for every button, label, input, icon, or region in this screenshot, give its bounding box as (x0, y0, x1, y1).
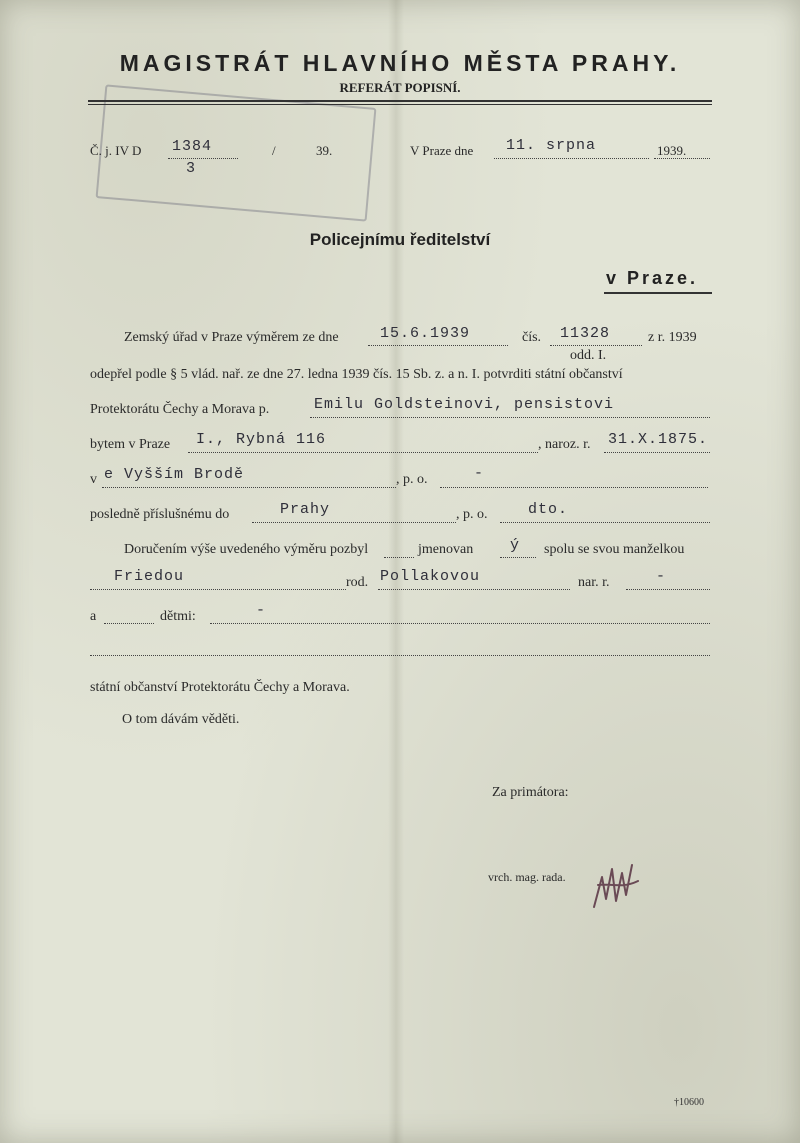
last-residence-label: posledně příslušnému do (90, 507, 230, 522)
department-subtitle: REFERÁT POPISNÍ. (339, 80, 461, 95)
reference-label: Č. j. IV D (90, 143, 142, 158)
decision-number: 11328 (560, 325, 611, 342)
date-day: 11. srpna (506, 137, 597, 154)
last-po-label: , p. o. (456, 507, 488, 522)
date-prefix: V Praze dne (410, 143, 474, 158)
born-value: 31.X.1875. (608, 431, 709, 448)
birthplace-po-value: - (474, 465, 485, 482)
last-po-dots (500, 522, 710, 523)
notice-text: O tom dávám věděti. (122, 712, 240, 727)
reference-separator: / (272, 143, 276, 158)
children-dots (210, 623, 710, 624)
signature-for: Za primátora: (492, 785, 569, 800)
wife-name-dots (90, 589, 346, 590)
wife-name: Friedou (114, 568, 185, 585)
addressee-city: v Praze. (606, 268, 699, 288)
addressee-office: Policejnímu ředitelství (309, 230, 491, 249)
header-rule-bottom (88, 104, 712, 105)
birthplace-prefix: v (90, 472, 97, 487)
decision-year: z r. 1939 (648, 330, 697, 345)
delivery-text-c: spolu se svou manželkou (544, 542, 685, 557)
reference-year: 39. (316, 143, 333, 158)
addressee-city-underline (604, 292, 712, 294)
address-value: I., Rybná 116 (196, 431, 327, 448)
handwritten-signature (588, 855, 648, 915)
citizenship-text: státní občanství Protektorátu Čechy a Morava. (90, 680, 350, 695)
magistrate-title: MAGISTRÁT HLAVNÍHO MĚSTA PRAHY. (119, 50, 681, 76)
birthplace-po-dots (440, 487, 708, 488)
date-day-dots (494, 158, 649, 159)
header-rule-top (88, 100, 712, 102)
children-label: dětmi: (160, 609, 196, 624)
wife-born-label: nar. r. (578, 575, 610, 590)
decision-date-dots (368, 345, 508, 346)
wife-maiden-label: rod. (346, 575, 369, 590)
department-number: odd. I. (570, 348, 607, 363)
delivery-suffix: ý (510, 537, 521, 554)
wife-maiden: Pollakovou (380, 568, 481, 585)
body-line3-text: Protektorátu Čechy a Morava p. (90, 402, 270, 417)
form-code: †10600 (674, 1097, 704, 1108)
last-residence-value: Prahy (280, 501, 331, 518)
signature-title: vrch. mag. rada. (488, 870, 566, 884)
decision-date: 15.6.1939 (380, 325, 471, 342)
body-line1-text: Zemský úřad v Praze výměrem ze dne (124, 330, 339, 345)
person-name: Emilu Goldsteinovi, pensistovi (314, 396, 615, 413)
last-po-value: dto. (528, 501, 569, 518)
delivery-dots-a (384, 557, 414, 558)
blank-line-dots (90, 655, 710, 656)
delivery-text-a: Doručením výše uvedeného výměru pozbyl (124, 542, 369, 557)
decision-number-dots (550, 345, 642, 346)
birthplace-po-label: , p. o. (396, 472, 428, 487)
wife-born: - (656, 568, 667, 585)
delivery-dots-b (500, 557, 536, 558)
birthplace-value: e Vyšším Brodě (104, 466, 245, 483)
decision-number-label: čís. (522, 330, 542, 345)
reference-number: 1384 (172, 138, 213, 155)
wife-born-dots (626, 589, 710, 590)
address-label: bytem v Praze (90, 437, 171, 452)
person-dots (310, 417, 710, 418)
last-residence-dots (252, 522, 456, 523)
date-year: 1939. (657, 143, 687, 158)
reference-dots (168, 158, 238, 159)
children-a-dots (104, 623, 154, 624)
children-a-label: a (90, 609, 97, 624)
birthplace-dots (102, 487, 396, 488)
children-value: - (256, 602, 267, 619)
delivery-text-b: jmenovan (418, 542, 474, 557)
wife-maiden-dots (378, 589, 570, 590)
born-dots (604, 452, 710, 453)
body-line2-text: odepřel podle § 5 vlád. nař. ze dne 27. ledna 1939 čís. 15 Sb. z. a n. I. potvrditi státní občanství (90, 367, 623, 382)
address-dots (188, 452, 538, 453)
born-label: , naroz. r. (538, 437, 591, 452)
reference-extra: 3 (186, 160, 197, 177)
